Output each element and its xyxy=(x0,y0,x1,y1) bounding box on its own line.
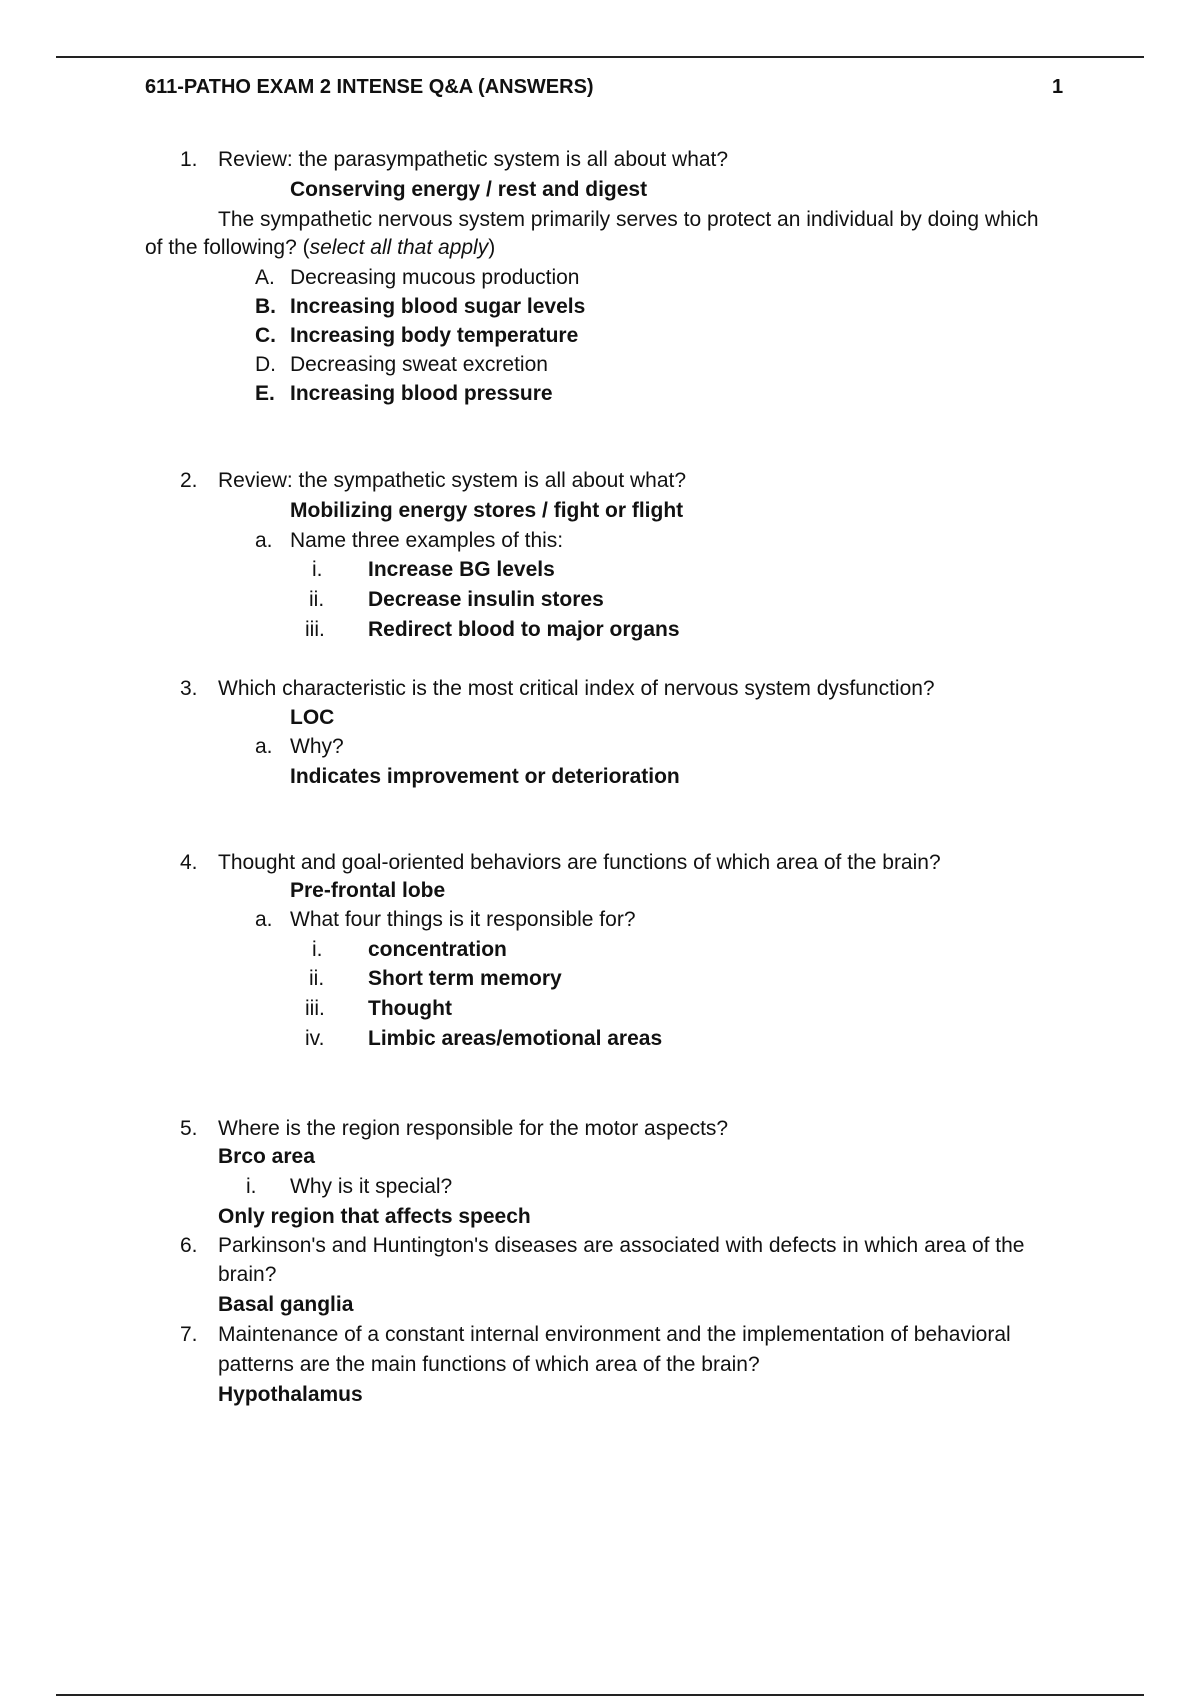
footer-rule xyxy=(56,1694,1144,1696)
q4-item-4: Limbic areas/emotional areas xyxy=(368,1027,663,1050)
q1-answer: Conserving energy / rest and digest xyxy=(290,178,648,201)
q6-question-line1: Parkinson's and Huntington's diseases are associated with defects in which area of the xyxy=(218,1234,1025,1257)
q7-number: 7. xyxy=(180,1323,198,1346)
q4-item-1-label: i. xyxy=(312,938,323,961)
q4-question: Thought and goal-oriented behaviors are functions of which area of the brain? xyxy=(218,851,941,874)
q1-option-e-letter: E. xyxy=(255,382,275,405)
q2-answer: Mobilizing energy stores / fight or flight xyxy=(290,499,684,522)
q3-sub-label: a. xyxy=(255,735,273,758)
q5-sub-answer: Only region that affects speech xyxy=(218,1205,531,1228)
q2-item-2: Decrease insulin stores xyxy=(368,588,604,611)
q5-answer: Brco area xyxy=(218,1145,315,1168)
q5-sub-label: i. xyxy=(246,1175,257,1198)
q1-option-d-letter: D. xyxy=(255,353,276,376)
q3-sub-answer: Indicates improvement or deterioration xyxy=(290,765,680,788)
q4-number: 4. xyxy=(180,851,198,874)
q1-option-e: Increasing blood pressure xyxy=(290,382,553,405)
q5-number: 5. xyxy=(180,1117,198,1140)
q1-option-a-letter: A. xyxy=(255,266,275,289)
q3-number: 3. xyxy=(180,677,198,700)
page-number: 1 xyxy=(1052,76,1064,98)
q2-sub-question: Name three examples of this: xyxy=(290,529,564,552)
q3-question: Which characteristic is the most critical index of nervous system dysfunction? xyxy=(218,677,935,700)
q2-item-1: Increase BG levels xyxy=(368,558,555,581)
q2-item-3-label: iii. xyxy=(305,618,325,641)
q5-question: Where is the region responsible for the motor aspects? xyxy=(218,1117,729,1140)
q2-item-1-label: i. xyxy=(312,558,323,581)
q4-item-2: Short term memory xyxy=(368,967,562,990)
q1-option-c: Increasing body temperature xyxy=(290,324,579,347)
q4-sub-label: a. xyxy=(255,908,273,931)
q1-option-b: Increasing blood sugar levels xyxy=(290,295,586,318)
q1-option-b-letter: B. xyxy=(255,295,276,318)
q1-option-a: Decreasing mucous production xyxy=(290,266,580,289)
q2-number: 2. xyxy=(180,469,198,492)
q1-option-c-letter: C. xyxy=(255,324,276,347)
q3-answer: LOC xyxy=(290,706,335,729)
q4-item-3: Thought xyxy=(368,997,452,1020)
q7-question-line2: patterns are the main functions of which area of the brain? xyxy=(218,1353,760,1376)
q2-item-3: Redirect blood to major organs xyxy=(368,618,680,641)
q4-item-4-label: iv. xyxy=(305,1027,325,1050)
q7-question-line1: Maintenance of a constant internal environment and the implementation of behavioral xyxy=(218,1323,1011,1346)
q2-sub-label: a. xyxy=(255,529,273,552)
q7-answer: Hypothalamus xyxy=(218,1383,363,1406)
document-title: 611-PATHO EXAM 2 INTENSE Q&A (ANSWERS) xyxy=(145,76,594,98)
q5-sub-question: Why is it special? xyxy=(290,1175,453,1198)
q1-followup-line1: The sympathetic nervous system primarily serves to protect an individual by doing which xyxy=(218,208,1039,231)
q1-question: Review: the parasympathetic system is all about what? xyxy=(218,148,729,171)
q4-item-3-label: iii. xyxy=(305,997,325,1020)
q2-item-2-label: ii. xyxy=(309,588,325,611)
q3-sub-question: Why? xyxy=(290,735,344,758)
q4-sub-question: What four things is it responsible for? xyxy=(290,908,636,931)
q4-answer: Pre-frontal lobe xyxy=(290,879,446,902)
q2-question: Review: the sympathetic system is all about what? xyxy=(218,469,687,492)
q4-item-1: concentration xyxy=(368,938,507,961)
q4-item-2-label: ii. xyxy=(309,967,325,990)
q1-number: 1. xyxy=(180,148,198,171)
q1-followup-line2: of the following? (select all that apply) xyxy=(145,236,496,259)
header-rule xyxy=(56,56,1144,58)
q6-question-line2: brain? xyxy=(218,1263,277,1286)
q1-option-d: Decreasing sweat excretion xyxy=(290,353,548,376)
q6-number: 6. xyxy=(180,1234,198,1257)
q6-answer: Basal ganglia xyxy=(218,1293,354,1316)
